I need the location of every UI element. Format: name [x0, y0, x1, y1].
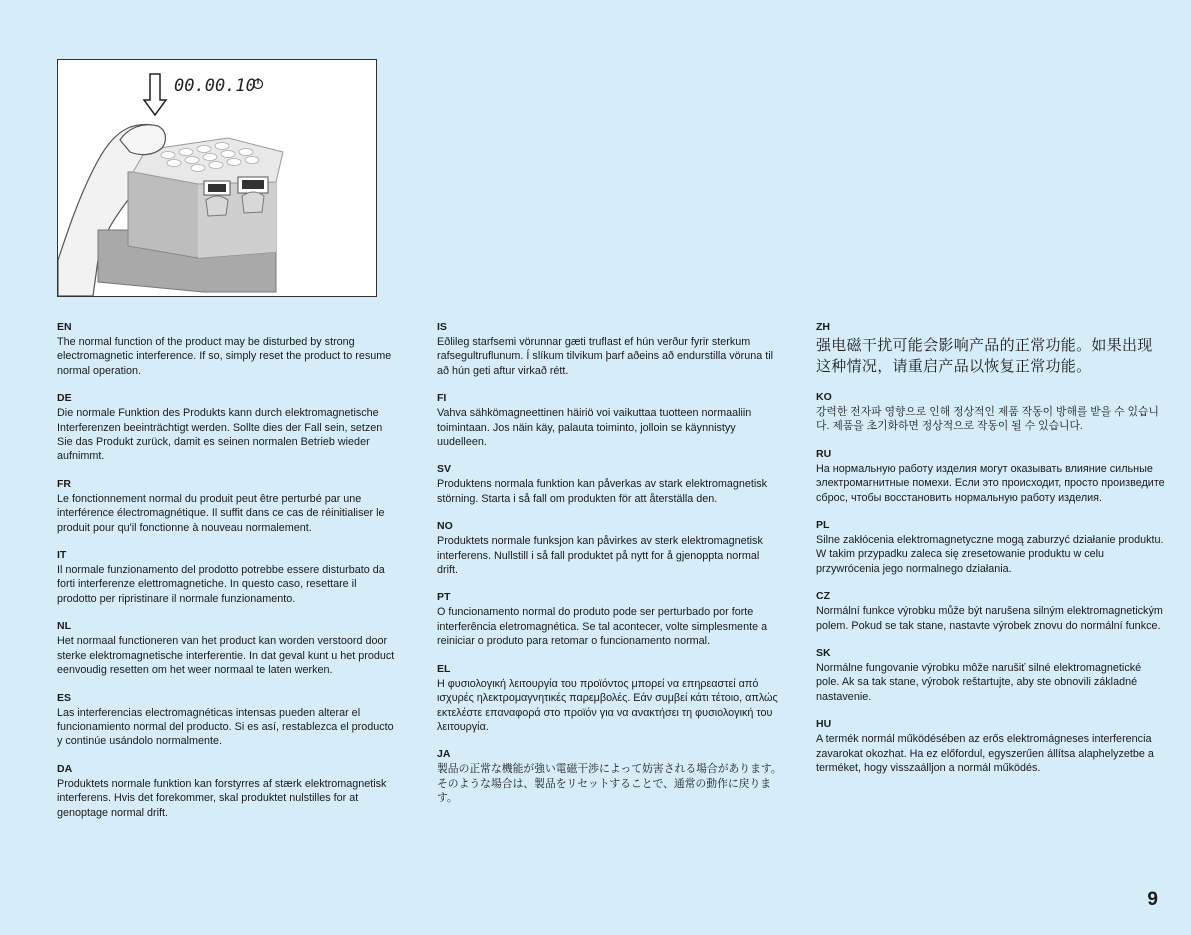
- language-block-es: [57, 691, 397, 749]
- language-text: Silne zakłócenia elektromagnetyczne mogą zaburzyć działanie produktu. W takim przypadku zaleca się zresetowanie produktu w celu przywrócenia jego normalnego działania.: [816, 534, 1164, 575]
- down-arrow-icon: [144, 74, 166, 115]
- language-text: Il normale funzionamento del prodotto potrebbe essere disturbato da forti interferenze elettromagnetiche. In questo caso, resettare il prodotto per ripristinare il normale funzionamento.: [57, 564, 385, 605]
- language-block-it: [57, 548, 397, 606]
- language-block-ru: [816, 447, 1166, 505]
- language-code: PT: [437, 591, 451, 604]
- language-text: Eðlileg starfsemi vörunnar gæti truflast ef hún verður fyrir sterkum rafsegultruflunum. Í slíkum tilvikum þarf aðeins að endurstilla vöruna til að hún geti aftur virkað rétt.: [437, 336, 774, 377]
- language-block-cz: [816, 589, 1166, 633]
- language-code: EN: [57, 321, 72, 333]
- language-code: IS: [437, 321, 447, 333]
- column-3: [816, 320, 1166, 789]
- language-text: Produktets normale funksjon kan påvirkes av sterk elektromagnetisk interferens. Nullstill i så fall produktet på nytt for å gjenoppta normal drift.: [437, 535, 763, 577]
- language-block-sk: [816, 646, 1166, 704]
- language-block-sv: [437, 462, 782, 506]
- timer-readout: 00.00.10: [174, 76, 256, 96]
- language-code: ES: [57, 691, 72, 704]
- language-block-nl: [57, 619, 397, 677]
- language-text: A termék normál működésében az erős elektromágneses interferencia zavarokat okozhat. Ha ez előfordul, egyszerűen állítsa alaphelyzetbe a terméket, hogy visszaálljon a normál működés.: [816, 733, 1154, 775]
- language-code: RU: [816, 447, 832, 460]
- language-text: Het normaal functioneren van het product kan worden verstoord door sterke elektromagnetische interferentie. In dat geval kunt u het product eenvoudig resetten om het weer normaal te laten werken.: [57, 635, 395, 677]
- language-code: DE: [57, 392, 72, 405]
- language-block-ko: [816, 390, 1166, 434]
- language-code: IT: [57, 549, 67, 562]
- language-text: 製品の正常な機能が強い電磁干渉によって妨害される場合があります。そのような場合は、製品をリセットすることで、通常の動作に戻ります。: [437, 763, 782, 805]
- language-block-en: [57, 320, 397, 378]
- language-code: FI: [437, 392, 447, 405]
- language-text: 强电磁干扰可能会影响产品的正常功能。如果出现这种情况，请重启产品以恢复正常功能。: [816, 337, 1153, 375]
- language-block-fi: [437, 391, 782, 449]
- language-text: Las interferencias electromagnéticas intensas pueden alterar el funcionamiento normal del producto. Si es así, restablezca el producto y continúe usándolo normalmente.: [57, 706, 394, 748]
- language-text: Η φυσιολογική λειτουργία του προϊόντος μπορεί να επηρεαστεί από ισχυρές ηλεκτρομαγνητικές παρεμβολές. Εάν συμβεί κάτι τέτοιο, απλώς εκτελέστε επαναφορά στο προϊόν για να ανακτήσει τη φυσιολογική του λειτουργία.: [437, 677, 778, 733]
- language-block-zh: [816, 320, 1166, 377]
- language-block-pt: [437, 590, 782, 648]
- language-text: The normal function of the product may be disturbed by strong electromagnetic interference. If so, simply reset the product to resume normal operation.: [57, 336, 392, 377]
- language-block-el: [437, 662, 782, 735]
- language-text: O funcionamento normal do produto pode ser perturbado por forte interferência eletromagnética. Se tal acontecer, volte simplesmente a reiniciar o produto para retomar o funcionamento normal.: [437, 606, 768, 648]
- language-text: Produktets normale funktion kan forstyrres af stærk elektromagnetisk interferens. Hvis det forekommer, skal produktet nulstilles for at genoptage normal drift.: [57, 777, 387, 819]
- language-code: ZH: [816, 321, 830, 333]
- language-text: На нормальную работу изделия могут оказывать влияние сильные электромагнитные помехи. Если это происходит, просто произведите сброс, чтобы восстановить нормальную работу изделия.: [816, 462, 1165, 504]
- language-block-hu: [816, 717, 1166, 775]
- language-code: DA: [57, 762, 73, 775]
- language-block-fr: [57, 477, 397, 535]
- language-code: SV: [437, 463, 452, 476]
- language-code: CZ: [816, 590, 830, 603]
- language-code: NO: [437, 520, 453, 533]
- language-code: KO: [816, 391, 832, 403]
- language-text: Produktens normala funktion kan påverkas av stark elektromagnetisk störning. Starta i så fall om produkten för att återställa den.: [437, 478, 768, 505]
- language-code: JA: [437, 748, 451, 761]
- language-code: FR: [57, 477, 71, 490]
- page-number: 9: [1147, 889, 1158, 910]
- language-block-da: [57, 762, 397, 820]
- column-2: [437, 320, 782, 819]
- language-block-is: [437, 320, 782, 378]
- language-block-pl: [816, 518, 1166, 576]
- language-block-de: [57, 391, 397, 464]
- language-code: PL: [816, 519, 830, 532]
- language-text: Normální funkce výrobku může být narušena silným elektromagnetickým polem. Pokud se tak stane, nastavte výrobek znovu do normální funkce.: [816, 605, 1163, 632]
- reset-illustration: [57, 59, 377, 297]
- language-text: Le fonctionnement normal du produit peut être perturbé par une interférence électromagnétique. Il suffit dans ce cas de réinitialiser le produit pour qu'il fonctionne à nouveau normalement.: [57, 492, 385, 534]
- language-block-no: [437, 519, 782, 577]
- language-block-ja: [437, 747, 782, 805]
- column-1: [57, 320, 397, 833]
- language-text: 강력한 전자파 영향으로 인해 정상적인 제품 작동이 방해를 받을 수 있습니다. 제품을 초기화하면 정상적으로 작동이 될 수 있습니다.: [816, 406, 1159, 433]
- language-code: NL: [57, 620, 71, 633]
- language-text: Vahva sähkömagneettinen häiriö voi vaikuttaa tuotteen normaaliin toimintaan. Jos näin käy, palauta toiminto, jolloin se käynnistyy uudelleen.: [437, 407, 752, 449]
- language-code: SK: [816, 647, 831, 660]
- language-text: Die normale Funktion des Produkts kann durch elektromagnetische Interferenzen beeinträchtigt werden. Sollte dies der Fall sein, setzen Sie das Produkt zurück, damit es seinen normalen Betrieb wieder aufnimmt.: [57, 407, 383, 463]
- language-text: Normálne fungovanie výrobku môže narušiť silné elektromagnetické pole. Ak sa tak stane, výrobok reštartujte, aby ste obnovili základné nastavenie.: [816, 662, 1142, 703]
- language-code: HU: [816, 718, 832, 731]
- language-code: EL: [437, 662, 451, 675]
